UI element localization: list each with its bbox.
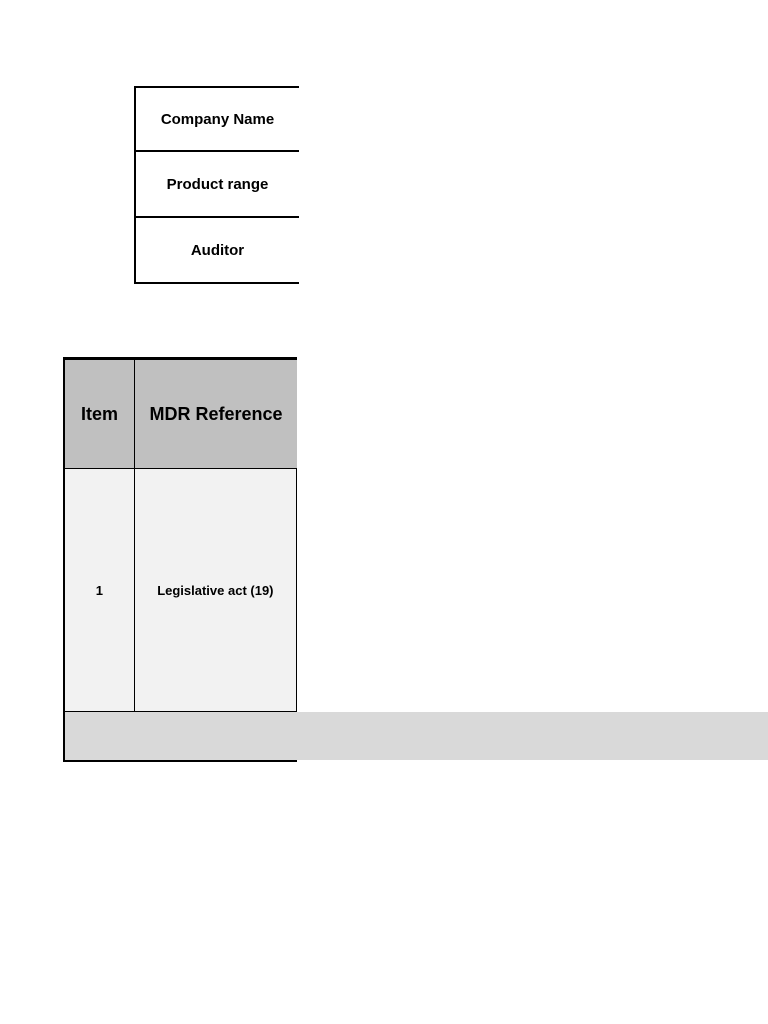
auditor-label: Auditor	[190, 241, 245, 259]
table-bottom-border	[63, 760, 297, 762]
row-mdr-reference-cell[interactable]	[135, 469, 296, 711]
header-item-cell[interactable]	[65, 360, 135, 468]
row-item-value: 1	[95, 582, 103, 598]
product-range-cell[interactable]	[136, 152, 299, 218]
row-mdr-reference-value: Legislative act (19)	[157, 582, 274, 598]
auditor-cell[interactable]	[136, 218, 299, 284]
table-row	[63, 468, 297, 712]
header-mdr-reference-label: MDR Reference	[149, 403, 283, 424]
row-item-cell[interactable]	[65, 469, 135, 711]
mdr-table	[63, 357, 297, 712]
header-item-label: Item	[80, 403, 118, 424]
info-block	[134, 86, 299, 284]
header-mdr-reference-cell[interactable]	[135, 360, 297, 468]
company-name-cell[interactable]	[136, 88, 299, 152]
section-band[interactable]	[63, 712, 768, 760]
product-range-label: Product range	[166, 175, 269, 193]
company-name-label: Company Name	[160, 110, 275, 128]
table-header	[63, 357, 297, 468]
